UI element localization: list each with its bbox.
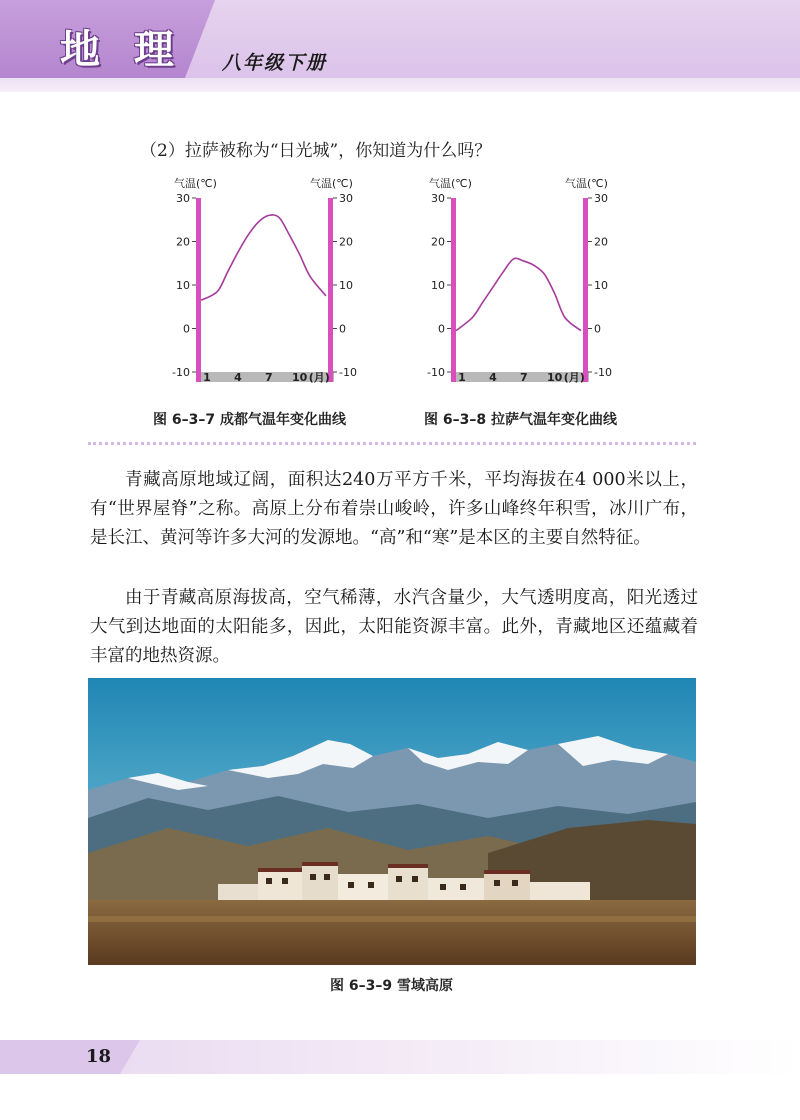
x-tick-label: 1: [203, 371, 211, 384]
header-strip: [0, 78, 800, 92]
paragraph-plateau-overview: 青藏高原地域辽阔，面积达240万平方千米，平均海拔在4 000米以上，有“世界屋脊”之称。高原上分布着崇山峻岭，许多山峰终年积雪，冰川广布，是长江、黄河等许多大河的发源地。“高”和“寒”是本区的主要自然特征。: [90, 470, 698, 548]
x-axis-label: (月): [563, 371, 585, 384]
subject-title: 地 理: [60, 27, 184, 73]
y-axis-left-label: 气温(℃): [174, 177, 217, 190]
x-tick-label: 4: [489, 371, 497, 384]
y-tick-label-left: -10: [427, 366, 445, 379]
x-tick-label: 7: [264, 371, 273, 384]
y-tick-label-right: 30: [339, 192, 353, 205]
y-axis-right: [583, 198, 588, 382]
x-tick-label: 1: [458, 371, 466, 384]
y-axis-left: [196, 198, 201, 382]
chart-lhasa-caption: 图 6–3–8 拉萨气温年变化曲线: [424, 412, 617, 428]
photo-caption: 图 6–3–9 雪域高原: [330, 978, 453, 994]
plot-area: [453, 198, 585, 372]
y-tick-label-left: 0: [438, 322, 445, 336]
y-tick-label-left: 30: [176, 192, 190, 205]
question-text: （2）拉萨被称为“日光城”，你知道为什么吗？: [140, 141, 492, 161]
x-tick-label: 4: [234, 371, 242, 384]
y-tick-label-right: 10: [594, 279, 608, 292]
y-tick-label-right: -10: [339, 366, 357, 379]
photo-illustration: [88, 678, 696, 965]
chart-chengdu-caption: 图 6–3–7 成都气温年变化曲线: [153, 412, 346, 428]
y-tick-label-left: 30: [431, 192, 445, 205]
y-tick-label-left: 20: [431, 235, 445, 249]
y-tick-label-right: 10: [339, 279, 353, 292]
x-tick-label: 10: [547, 371, 563, 384]
chart-chengdu: [160, 172, 380, 404]
y-axis-right-label: 气温(℃): [310, 177, 353, 190]
y-axis-left-label: 气温(℃): [429, 177, 472, 190]
section-divider: [88, 442, 696, 445]
x-axis-label: (月): [308, 371, 330, 384]
y-tick-label-right: 0: [339, 322, 346, 336]
paragraph-solar-energy: 由于青藏高原海拔高，空气稀薄，水汽含量少，大气透明度高，阳光透过大气到达地面的太阳能多，因此，太阳能资源丰富。此外，青藏地区还蕴藏着丰富的地热资源。: [90, 588, 698, 666]
y-tick-label-left: 20: [176, 235, 190, 249]
y-axis-right-label: 气温(℃): [565, 177, 608, 190]
snow-plateau-photo: [88, 678, 696, 965]
y-tick-label-right: 0: [594, 322, 601, 336]
x-tick-label: 10: [292, 371, 308, 384]
y-tick-label-right: 20: [594, 235, 608, 249]
y-tick-label-right: -10: [594, 366, 612, 379]
y-axis-right: [328, 198, 333, 382]
y-tick-label-left: 10: [431, 279, 445, 292]
chart-lhasa-svg: [415, 172, 635, 404]
chart-chengdu-svg: [160, 172, 380, 404]
page-number: 18: [86, 1046, 112, 1067]
y-tick-label-right: 20: [339, 235, 353, 249]
y-axis-left: [451, 198, 456, 382]
page-number-tab: [0, 1040, 140, 1074]
y-tick-label-left: 10: [176, 279, 190, 292]
y-tick-label-left: -10: [172, 366, 190, 379]
y-tick-label-right: 30: [594, 192, 608, 205]
grade-label: 八年级下册: [222, 52, 328, 74]
chart-lhasa: [415, 172, 635, 404]
plot-area: [198, 198, 330, 372]
foreground-field: [88, 900, 696, 965]
y-tick-label-left: 0: [183, 322, 190, 336]
field-band: [88, 916, 696, 922]
x-tick-label: 7: [519, 371, 528, 384]
